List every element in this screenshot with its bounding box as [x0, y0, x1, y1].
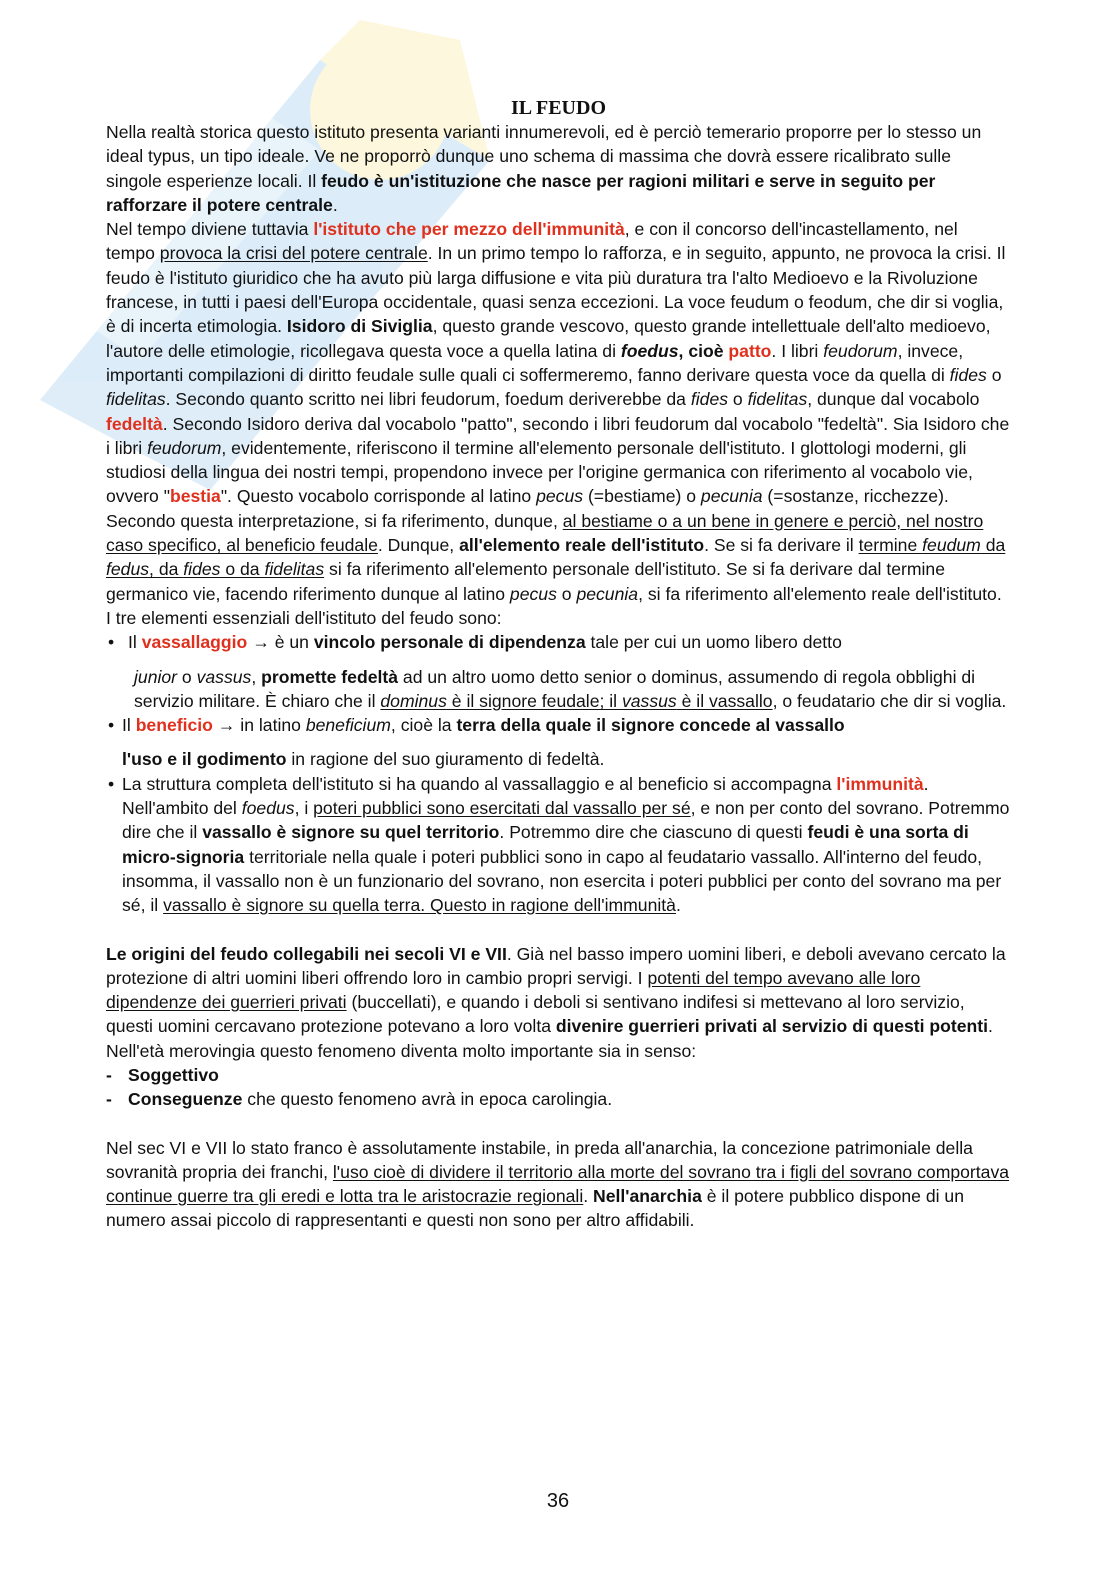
list-item-immunita: • La struttura completa dell'istituto si ha quando al vassallaggio e al beneficio si accompagna l'immunità. Nell'ambito del foedus, i poteri pubblici sono esercitati dal vassallo per sé, e non per conto del sovrano. Potremmo dire che il vassallo è signore su quel territorio. Potremmo dire che ciascuno di questi feudi è una sorta di micro-signoria territoriale nella quale i poteri pubblici sono in capo al feudatario vassallo. All'interno del feudo, insomma, il vassallo non è un funzionario del sovrano, non esercita i poteri pubblici per conto del sovrano ma per sé, il vassallo è signore su quella terra. Questo in ragione dell'immunità.	[108, 773, 1010, 916]
bullet-icon: •	[108, 715, 115, 736]
paragraph-etymology: Nel tempo diviene tuttavia l'istituto che per mezzo dell'immunità, e con il concorso dell'incastellamento, nel tempo provoca la crisi del potere centrale. In un primo tempo lo rafforza, e in seguito, appunto, ne provoca la crisi. Il feudo è l'istituto giuridico che ha avuto più larga diffusione e vita più duratura tra l'alto Medioevo e la Rivoluzione francese, in tutti i paesi dell'Europa occidentale, quasi senza eccezioni. La voce feudum o feodum, che dir si voglia, è di incerta etimologia. Isidoro di Siviglia, questo grande vescovo, questo grande intellettuale dell'alto medioevo, l'autore delle etimologie, ricollegava questa voce a quella latina di foedus, cioè patto. I libri feudorum, invece, importanti compilazioni di diritto feudale sulle quali ci soffermeremo, fanno derivare questa voce da quella di fides o fidelitas. Secondo quanto scritto nei libri feudorum, foedum deriverebbe da fides o fidelitas, dunque dal vocabolo fedeltà. Secondo Isidoro deriva dal vocabolo "patto", secondo i libri feudorum dal vocabolo "fedeltà". Sia Isidoro che i libri feudorum, evidentemente, riferiscono il termine all'elemento personale dell'istituto. I glottologi moderni, gli studiosi della lingua dei nostri tempi, propendono invece per l'origine germanica con riferimento al vocabolo vie, ovvero "bestia". Questo vocabolo corrisponde al latino pecus (=bestiame) o pecunia (=sostanze, ricchezze).	[106, 219, 1010, 507]
page-title: IL FEUDO	[510, 97, 607, 119]
list-item-conseguenze: - Conseguenze che questo fenomeno avrà in epoca carolingia.	[106, 1087, 1011, 1111]
paragraph-anarchy: Nel sec VI e VII lo stato franco è assolutamente instabile, in preda all'anarchia, la concezione patrimoniale della sovranità propria dei franchi, l'uso cioè di dividere il territorio alla morte del sovrano tra i figli del sovrano comportava continue guerre tra gli eredi e lotta tra le aristocrazie regionali. Nell'anarchia è il potere pubblico dispone di un numero assai piccolo di rappresentanti e questi non sono per altro affidabili.	[106, 1137, 1010, 1231]
paragraph-intro: Nella realtà storica questo istituto presenta varianti innumerevoli, ed è perciò temerario proporre per lo stesso un ideal typus, un tipo ideale. Ve ne proporrò dunque uno schema di massima che dovrà essere ricalibrato sulle singole esperienze locali. Il feudo è un'istituzione che nasce per ragioni militari e serve in seguito per rafforzare il potere centrale.	[106, 122, 982, 215]
list-item-soggettivo: - Soggettivo	[106, 1063, 1011, 1087]
sense-list	[106, 1063, 1011, 1112]
page-number: 36	[546, 1490, 570, 1512]
arrow-icon: →	[247, 632, 275, 653]
document-page	[106, 96, 1011, 1233]
list-item-beneficio: • Il beneficio → in latino beneficium, cioè la terra della quale il signore concede al vassallo l'uso e il godimento in ragione del suo giuramento di fedeltà.	[108, 715, 845, 770]
bullet-icon: •	[108, 773, 115, 794]
bullet-icon: •	[108, 632, 115, 653]
essential-elements-list	[106, 630, 1011, 917]
list-item-vassallaggio: • Il vassallaggio → è un vincolo personale di dipendenza tale per cui un uomo libero detto junior o vassus, promette fedeltà ad un altro uomo detto senior o dominus, assumendo di regola obblighi di servizio militare. È chiaro che il dominus è il signore feudale; il vassus è il vassallo, o feudatario che dir si voglia.	[108, 632, 1007, 711]
paragraph-origins: Le origini del feudo collegabili nei secoli VI e VII. Già nel basso impero uomini liberi, e deboli avevano cercato la protezione di altri uomini liberi offrendo loro in cambio propri servigi. I potenti del tempo avevano alle loro dipendenze dei guerrieri privati (buccellati), e quando i deboli si sentivano indifesi si mettevano al loro servizio, questi uomini cercavano protezione potevano a loro volta divenire guerrieri privati al servizio di questi potenti. Nell'età merovingia questo fenomeno diventa molto importante sia in senso:	[106, 943, 1006, 1061]
arrow-icon: →	[212, 715, 241, 736]
dash-icon: -	[106, 1064, 112, 1085]
paragraph-interpretation: Secondo questa interpretazione, si fa riferimento, dunque, al bestiame o a un bene in genere e perciò, nel nostro caso specifico, al beneficio feudale. Dunque, all'elemento reale dell'istituto. Se si fa derivare il termine feudum da fedus, da fides o da fidelitas si fa riferimento all'elemento personale dell'istituto. Se si fa derivare dal termine germanico vie, facendo riferimento dunque al latino pecus o pecunia, si fa riferimento all'elemento reale dell'istituto. I tre elementi essenziali dell'istituto del feudo sono:	[106, 510, 1006, 628]
dash-icon: -	[106, 1089, 112, 1110]
